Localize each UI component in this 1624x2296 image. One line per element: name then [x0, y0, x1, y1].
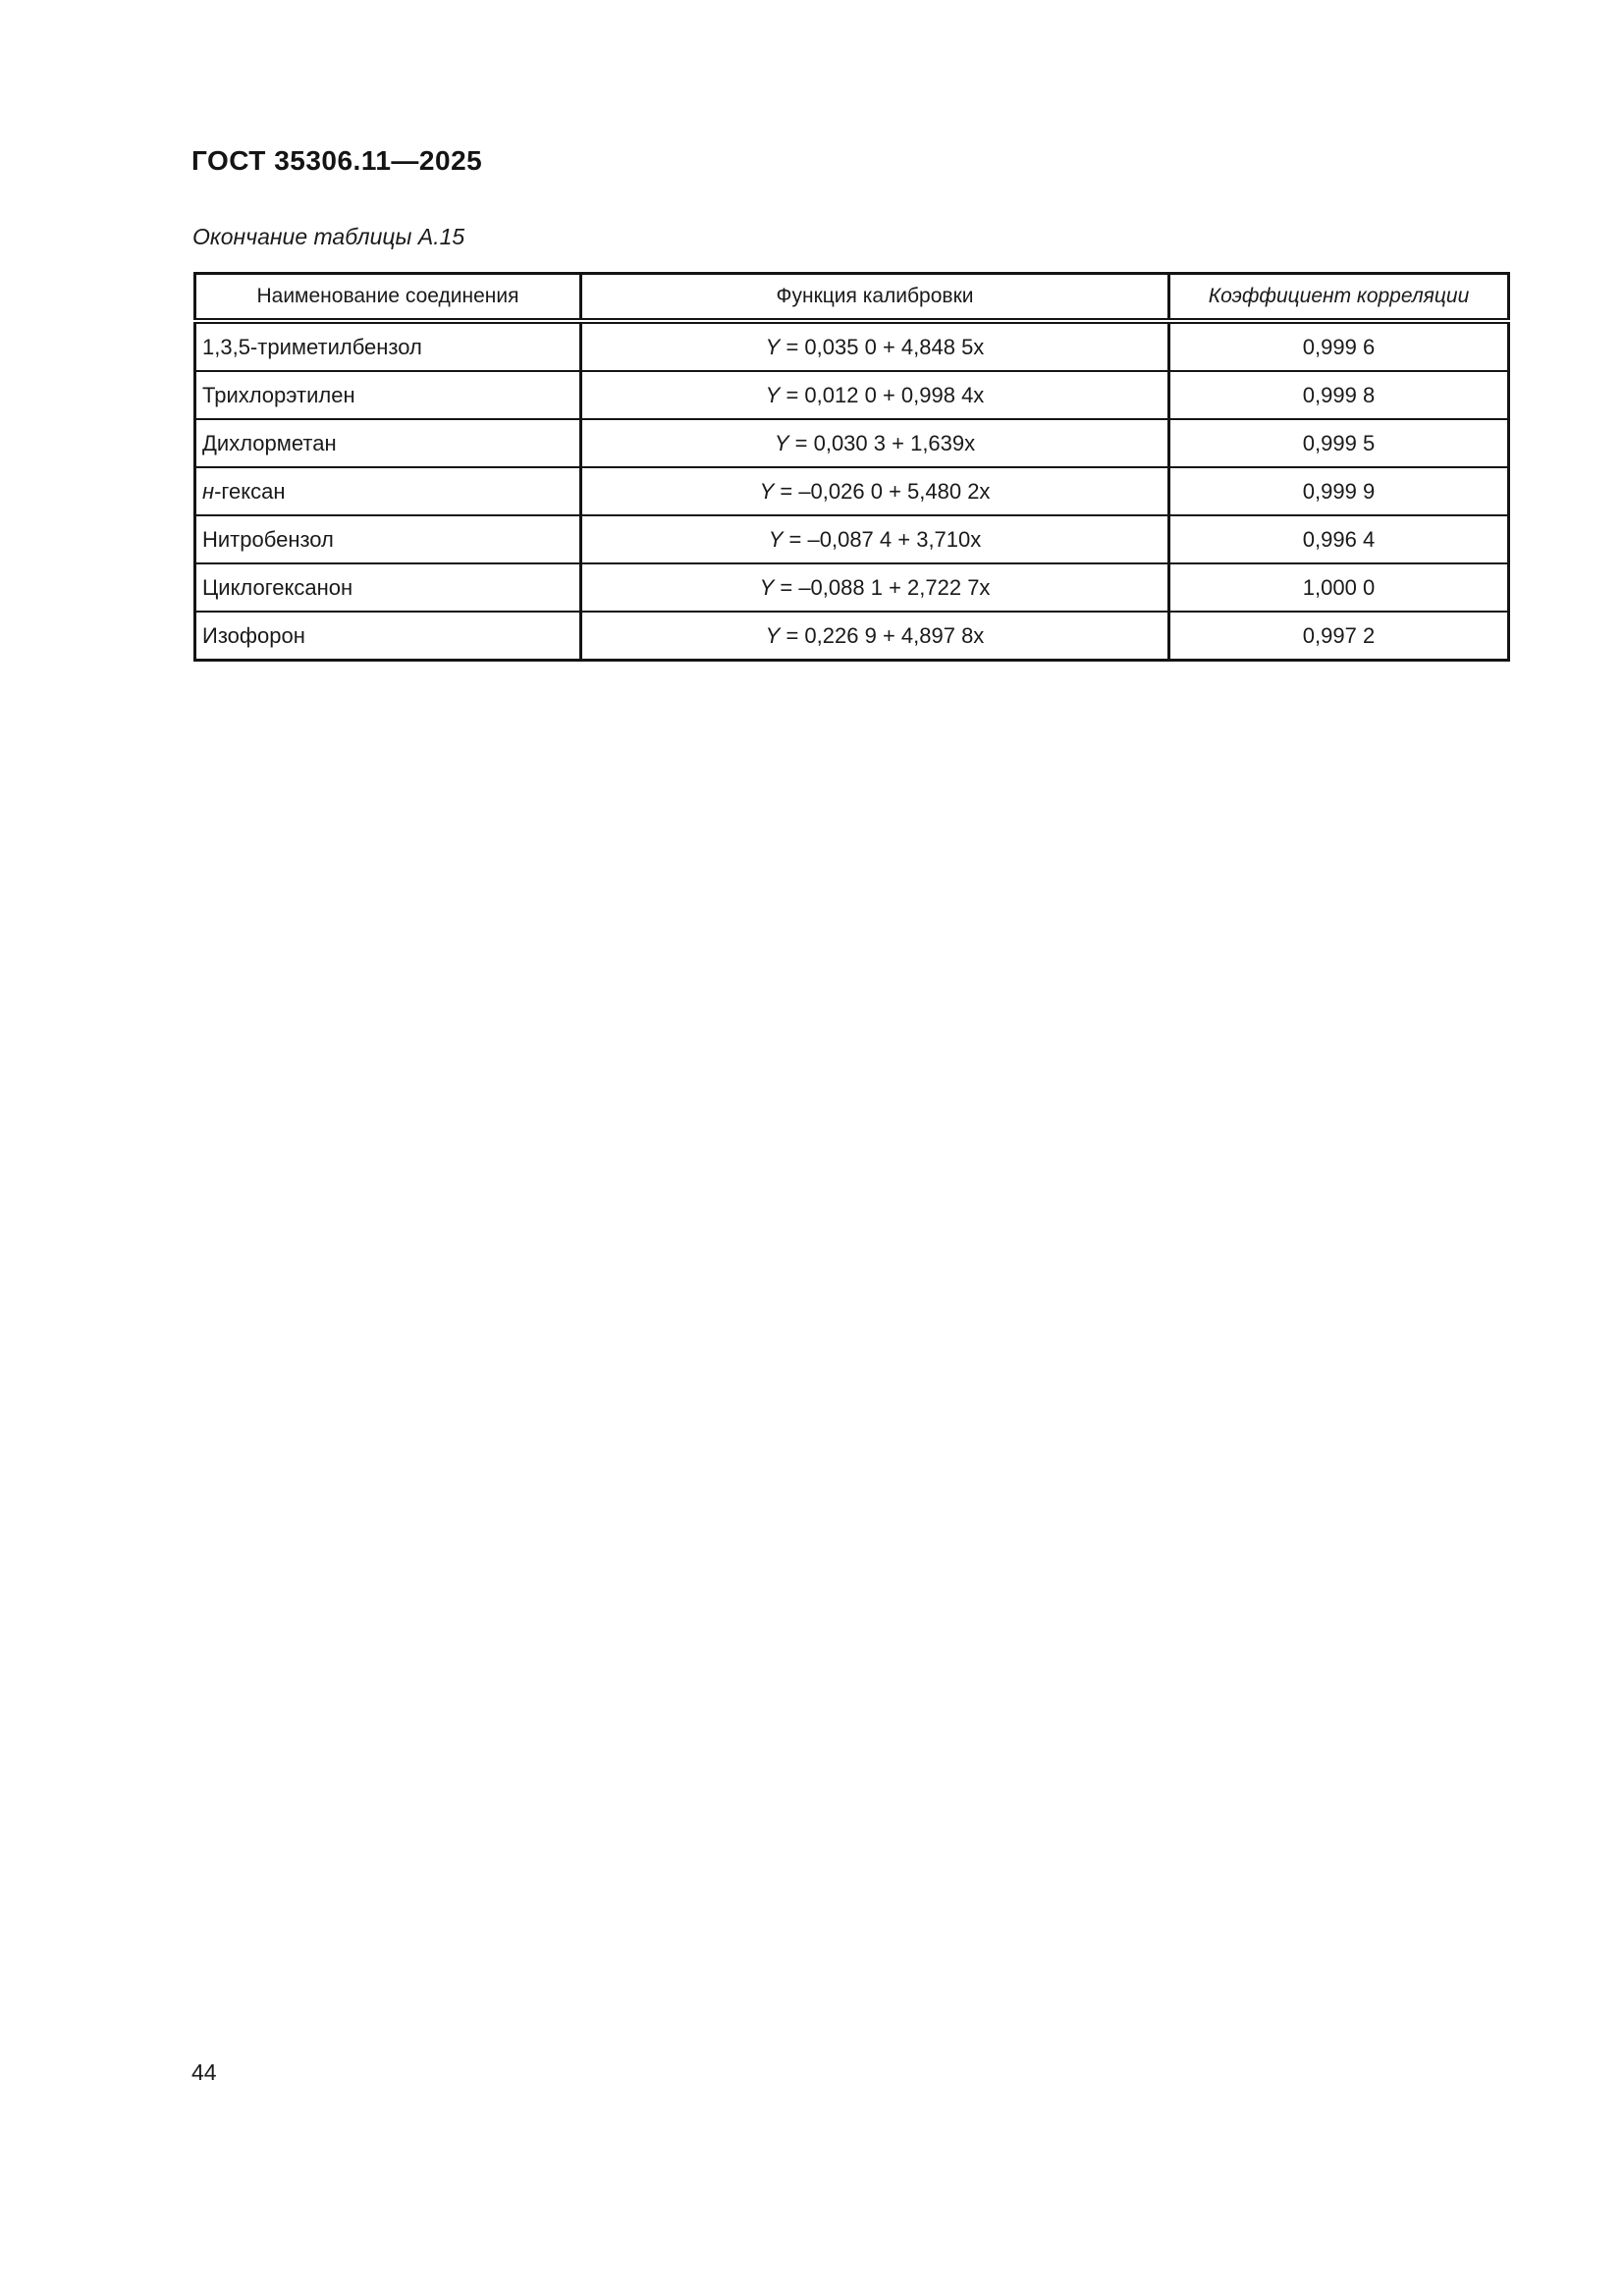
table-header	[195, 274, 1509, 322]
calibration-function-cell	[581, 563, 1169, 612]
page-number: 44	[191, 2059, 217, 2085]
compound-name-text: Нитробензол	[202, 526, 334, 552]
compound-name-cell	[195, 371, 581, 419]
formula-variable: Y	[759, 478, 775, 504]
table-header-row	[195, 274, 1509, 322]
table-caption: Окончание таблицы А.15	[192, 224, 465, 249]
table-row	[195, 467, 1509, 515]
formula-expression: = 0,030 3 + 1,639x	[788, 430, 976, 455]
compound-name-text: 1,3,5-триметилбензол	[202, 334, 422, 359]
calibration-function-cell	[581, 371, 1169, 419]
compound-name-text: Трихлорэтилен	[202, 382, 355, 407]
correlation-coefficient-cell: 0,999 5	[1169, 419, 1509, 467]
table-row	[195, 612, 1509, 661]
calibration-function-cell	[581, 419, 1169, 467]
column-header-correlation-coefficient: Коэффициент корреляции	[1169, 274, 1509, 322]
calibration-function-cell	[581, 515, 1169, 563]
correlation-coefficient-cell: 0,997 2	[1169, 612, 1509, 661]
compound-name-text: Изофорон	[202, 622, 305, 648]
formula-expression: = –0,088 1 + 2,722 7x	[774, 574, 991, 600]
column-header-compound-name: Наименование соединения	[195, 274, 581, 322]
formula-variable: Y	[768, 526, 784, 552]
column-header-calibration-function: Функция калибровки	[581, 274, 1169, 322]
doc-title: ГОСТ 35306.11—2025	[191, 145, 483, 176]
formula-variable: Y	[765, 334, 781, 359]
compound-name-cell	[195, 563, 581, 612]
formula-expression: = 0,012 0 + 0,998 4x	[780, 382, 985, 407]
calibration-table	[193, 272, 1510, 662]
formula-variable: Y	[765, 382, 781, 407]
correlation-coefficient-cell: 1,000 0	[1169, 563, 1509, 612]
calibration-function-cell	[581, 467, 1169, 515]
correlation-coefficient-cell: 0,996 4	[1169, 515, 1509, 563]
formula-variable: Y	[765, 622, 781, 648]
formula-expression: = –0,026 0 + 5,480 2x	[774, 478, 991, 504]
compound-name-text: -гексан	[214, 478, 286, 504]
table-row	[195, 371, 1509, 419]
compound-name-text: Циклогексанон	[202, 574, 353, 600]
formula-expression: = –0,087 4 + 3,710x	[783, 526, 982, 552]
compound-name-cell	[195, 612, 581, 661]
correlation-coefficient-cell: 0,999 6	[1169, 321, 1509, 371]
table-row	[195, 563, 1509, 612]
calibration-function-cell	[581, 321, 1169, 371]
correlation-coefficient-cell: 0,999 8	[1169, 371, 1509, 419]
compound-name-cell	[195, 467, 581, 515]
table-row	[195, 419, 1509, 467]
table-row	[195, 321, 1509, 371]
correlation-coefficient-cell: 0,999 9	[1169, 467, 1509, 515]
formula-variable: Y	[774, 430, 789, 455]
table-body	[195, 321, 1509, 661]
compound-name-cell	[195, 515, 581, 563]
compound-name-cell	[195, 321, 581, 371]
compound-name-cell	[195, 419, 581, 467]
compound-name-italic-part: н	[202, 478, 215, 504]
formula-expression: = 0,035 0 + 4,848 5x	[780, 334, 985, 359]
formula-variable: Y	[759, 574, 775, 600]
calibration-function-cell	[581, 612, 1169, 661]
formula-expression: = 0,226 9 + 4,897 8x	[780, 622, 985, 648]
compound-name-text: Дихлорметан	[202, 430, 337, 455]
table-row	[195, 515, 1509, 563]
